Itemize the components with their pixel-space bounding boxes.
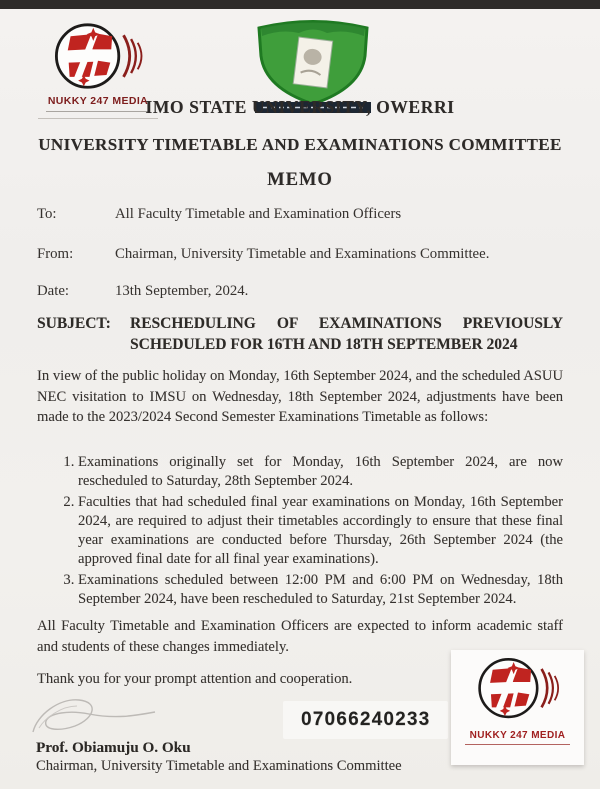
from-value: Chairman, University Timetable and Examinations Committee.: [115, 246, 490, 262]
thanks-paragraph: Thank you for your prompt attention and cooperation.: [37, 671, 353, 687]
subject-text: RESCHEDULING OF EXAMINATIONS PREVIOUSLY SCHEDULED FOR 16TH AND 18TH SEPTEMBER 2024: [130, 315, 563, 353]
subject-label: SUBJECT:: [37, 315, 111, 332]
media-logo-name: NUKKY 247 MEDIA: [469, 730, 566, 741]
closing-paragraph: All Faculty Timetable and Examination Officers are expected to inform academic staff and students of these changes immediately.: [37, 618, 563, 655]
signatory-title: Chairman, University Timetable and Examinations Committee: [36, 758, 402, 774]
phone-number: 07066240233: [301, 709, 431, 730]
media-247-icon: [470, 654, 566, 724]
from-row: [37, 243, 563, 265]
scan-edge-strip: [0, 0, 600, 9]
intro-paragraph: In view of the public holiday on Monday, 16th September 2024, and the scheduled ASUU NEC visitation to IMSU on Wednesday, 18th September 2024, adjustments have been made to the 2023/2024 Second Semester Examinations Timetable as follows:: [37, 368, 563, 425]
list-item: 1. Examinations originally set for Monday, 16th September 2024, are now rescheduled to Saturday, 28th September 2024.: [78, 453, 563, 491]
list-item: 2. Faculties that had scheduled final year examinations on Monday, 16th September 2024, are required to adjust their timetables accordingly to ensure that these final year examinations are conducted before Thursday, 26th September 2024 (the approved final date for all final year examinations).: [78, 493, 563, 569]
media-logo-tagline-rule: [465, 744, 570, 745]
media-logo-card: [451, 650, 584, 765]
media-logo-name: NUKKY 247 MEDIA: [47, 95, 149, 107]
signature-image: [25, 688, 165, 743]
to-label: To:: [37, 206, 57, 222]
memo-heading: MEMO: [267, 170, 333, 190]
date-label: Date:: [37, 283, 70, 299]
date-value: 13th September, 2024.: [115, 283, 249, 299]
from-label: From:: [37, 246, 74, 262]
university-name: IMO STATE UNIVERSITY, OWERRI: [145, 97, 455, 117]
meta-block: [37, 203, 563, 302]
phone-box: [283, 701, 448, 739]
subject-line: [37, 313, 563, 355]
list-item: 3. Examinations scheduled between 12:00 PM and 6:00 PM on Wednesday, 18th September 2024, have been rescheduled to Saturday, 21st September 2024.: [78, 571, 563, 609]
date-row: [37, 280, 563, 302]
reschedule-list: [37, 453, 563, 611]
media-247-icon: [46, 20, 150, 94]
to-row: [37, 203, 563, 225]
signatory-name: Prof. Obiamuju O. Oku: [36, 739, 191, 756]
committee-name: UNIVERSITY TIMETABLE AND EXAMINATIONS COMMITTEE: [38, 135, 562, 154]
media-logo-underline: [38, 118, 158, 119]
to-value: All Faculty Timetable and Examination Officers: [115, 206, 402, 222]
